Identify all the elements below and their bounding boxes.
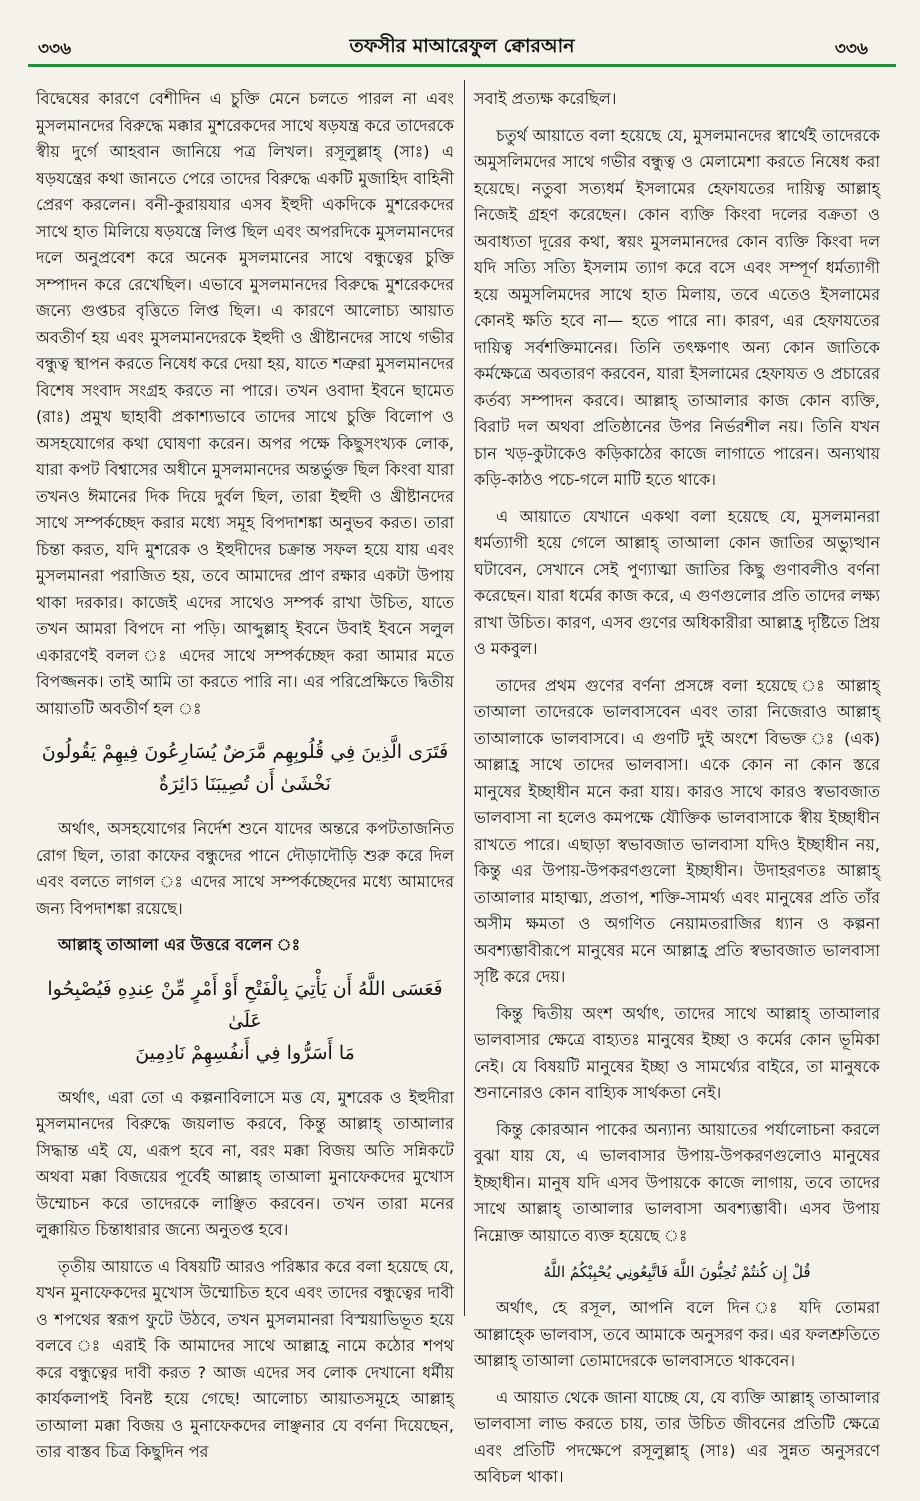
left-paragraph-2: অর্থাৎ, অসহযোগের নির্দেশ শুনে যাদের অন্তরে কপটতাজনিত রোগ ছিল, তারা কাফের বন্ধুদের পানে দৌড়াদৌড়ি শুরু করে দিল এবং বলতে লাগল ঃ এদের সাথে সম্পর্কচ্ছেদের মধ্যে আমাদের জন্য বিপদাশঙ্কা রয়েছে। [36, 819, 454, 918]
right-paragraph-6: কিন্তু কোরআন পাকের অন্যান্য আয়াতের পর্যালোচনা করলে বুঝা যায় যে, এ ভালবাসার উপায়-উপকরণগুলোও মানুষের ইচ্ছাধীন। মানুষ যদি এসব উপায়কে কাজে লাগায়, তবে তাদের সাথে আল্লাহ্ তাআলার ভালবাসা অবশ্যম্ভাবী। এসব উপায় নিম্নোক্ত আয়াতে ব্যক্ত হয়েছে ঃ [474, 1119, 880, 1245]
right-paragraph-2: চতুর্থ আয়াতে বলা হয়েছে যে, মুসলমানদের স্বার্থেই তাদেরকে অমুসলিমদের সাথে গভীর বন্ধুত্ব ও মেলামেশা করতে নিষেধ করা হয়েছে। নতুবা সত্যধর্ম ইসলামের হেফাযতের দায়িত্ব আল্লাহ্ নিজেই গ্রহণ করেছেন। কোন ব্যক্তি কিংবা দলের বক্রতা ও অবাধ্যতা দূরের কথা, স্বয়ং মুসলমানদের কোন ব্যক্তি কিংবা দল যদি সত্যি সত্যি ইসলাম ত্যাগ করে বসে এবং সম্পূর্ণ ধর্মত্যাগী হয়ে অমুসলিমদের সাথে হাত মিলায়, তবে এতেও ইসলামের কোনই ক্ষতি হবে না— হতে পারে না। কারণ, এর হেফাযতের দায়িত্ব সর্বশক্তিমানের। তিনি তৎক্ষণাৎ অন্য কোন জাতিকে কর্মক্ষেত্রে অবতারণ করবেন, যারা ইসলামের হেফাযত ও প্রচারের কর্তব্য সম্পাদন করবে। আল্লাহ্ তাআলার কাজ কোন ব্যক্তি, বিরাট দল অথবা প্রতিষ্ঠানের উপর নির্ভরশীল নয়। তিনি যখন চান খড়-কুটাকেও কড়িকাঠের কাজে লাগাতে পারেন। অন্যথায় কড়ি-কাঠও পচে-গলে মাটি হতে থাকে। [474, 125, 880, 489]
arabic-verse-2-line-2: مَا أَسَرُّوا فِي أَنفُسِهِمْ نَادِمِينَ [135, 1041, 355, 1064]
right-paragraph-4: তাদের প্রথম গুণের বর্ণনা প্রসঙ্গে বলা হয়েছে ঃ আল্লাহ্ তাআলা তাদেরকে ভালবাসবেন এবং তারা নিজেরাও আল্লাহ্ তাআলাকে ভালবাসবে। এ গুণটি দুই অংশে বিভক্ত ঃ (এক) আল্লাহ্র সাথে তাদের ভালবাসা। একে কোন না কোন স্তরে মানুষের ইচ্ছাধীন মনে করা যায়। কারও সাথে কারও স্বভাবজাত ভালবাসা না হলেও কমপক্ষে যৌক্তিক ভালবাসাকে স্বীয় ইচ্ছাধীন রাখতে পারে। এছাড়া স্বভাবজাত ভালবাসা যদিও ইচ্ছাধীন নয়, কিন্তু এর উপায়-উপকরণগুলো ইচ্ছাধীন। উদাহরণতঃ আল্লাহ্ তাআলার মাহাত্ম্য, প্রতাপ, শক্তি-সামর্থ্য এবং মানুষের প্রতি তাঁর অসীম ক্ষমতা ও অগণিত নেয়ামতরাজির ধ্যান ও কল্পনা অবশ্যম্ভাবীরূপে মানুষের মনে আল্লাহ্র প্রতি স্বভাবজাত ভালবাসা সৃষ্টি করে দেয়। [474, 675, 880, 986]
right-paragraph-8: এ আয়াত থেকে জানা যাচ্ছে যে, যে ব্যক্তি আল্লাহ্ তাআলার ভালবাসা লাভ করতে চায়, তার উচিত জীবনের প্রতিটি ক্ষেত্রে এবং প্রতিটি পদক্ষেপে রসূলুল্লাহ্ (সাঃ) এর সুন্নত অনুসরণে অবিচল থাকা। [474, 1387, 880, 1486]
right-column [474, 86, 880, 1501]
arabic-verse-1-line-1: فَتَرَى الَّذِينَ فِي قُلُوبِهِم مَّرَضٌ يُسَارِعُونَ فِيهِمْ يَقُولُونَ [41, 741, 449, 763]
left-paragraph-4: তৃতীয় আয়াতে এ বিষয়টি আরও পরিষ্কার করে বলা হয়েছে যে, যখন মুনাফেকদের মুখোস উম্মোচিত হবে এবং তাদের বন্ধুত্বের দাবী ও শপথের স্বরূপ ফুটে উঠবে, তখন মুসলমানরা বিস্ময়াভিভূত হয়ে বলবে ঃ এরাই কি আমাদের সাথে আল্লাহ্র নামে কঠোর শপথ করে বন্ধুত্বের দাবী করত ? আজ এদের সব লোক দেখানো ধর্মীয় কার্যকলাপই বিনষ্ট হয়ে গেছে! আলোচ্য আয়াতসমূহে আল্লাহ্ তাআলা মক্কা বিজয় ও মুনাফেকদের লাঞ্ছনার যে বর্ণনা দিয়েছেন, তার বাস্তব চিত্র কিছুদিন পর [36, 1256, 454, 1461]
header-rule [28, 64, 896, 67]
section-heading: আল্লাহ্ তাআলা এর উত্তরে বলেন ঃ [58, 935, 301, 954]
arabic-verse-2 [36, 973, 454, 1069]
running-title: তফসীর মাআরেফুল ক্বোরআন [349, 35, 575, 57]
arabic-verse-1-line-2: نَخْشَىٰ أَن تُصِيبَنَا دَائِرَةٌ [159, 773, 331, 795]
right-paragraph-5: কিন্তু দ্বিতীয় অংশ অর্থাৎ, তাদের সাথে আল্লাহ্ তাআলার ভালবাসার ক্ষেত্রে বাহ্যতঃ মানুষের ইচ্ছা ও কর্মের কোন ভূমিকা নেই। যে বিষয়টি মানুষের ইচ্ছা ও সামর্থ্যের বাইরে, তা মানুষকে শুনানোরও কোন বাহ্যিক সার্থকতা নেই। [474, 1003, 880, 1102]
right-paragraph-3: এ আয়াতে যেখানে একথা বলা হয়েছে যে, মুসলমানরা ধর্মত্যাগী হয়ে গেলে আল্লাহ্ তাআলা কোন জাতির অভ্যুত্থান ঘটাবেন, সেখানে সেই পুণ্যাত্মা জাতির কিছু গুণাবলীও বর্ণনা করেছেন। যারা ধর্মের কাজ করে, এ গুণগুলোর প্রতি তাদের লক্ষ্য রাখা উচিত। কারণ, এসব গুণের অধিকারীরা আল্লাহ্র দৃষ্টিতে প্রিয় ও মকবুল। [474, 506, 880, 658]
left-column [36, 86, 454, 1476]
left-paragraph-3: অর্থাৎ, এরা তো এ কল্পনাবিলাসে মত্ত যে, মুশরেক ও ইহুদীরা মুসলমানদের বিরুদ্ধে জয়লাভ করবে, কিন্তু আল্লাহ্ তাআলার সিদ্ধান্ত এই যে, এরূপ হবে না, বরং মক্কা বিজয় অতি সন্নিকটে অথবা মক্কা বিজয়ের পূর্বেই আল্লাহ্ তাআলা মুনাফেকদের মুখোস উম্মোচন করে তাদেরকে লাঞ্ছিত করবেন। তখন তারা মনের লুক্কায়িত চিন্তাধারার জন্যে অনুতপ্ত হবে। [36, 1087, 454, 1239]
arabic-verse-3: قُلْ إِن كُنتُمْ تُحِبُّونَ اللَّهَ فَاتَّبِعُونِي يُحْبِبْكُمُ اللَّهُ [543, 1263, 811, 1281]
page-header [28, 30, 896, 70]
arabic-verse-1 [36, 736, 454, 800]
right-paragraph-7: অর্থাৎ, হে রসূল, আপনি বলে দিন ঃ যদি তোমরা আল্লাহ্কে ভালবাস, তবে আমাকে অনুসরণ কর। এর ফলশ্রুতিতে আল্লাহ্ তাআলা তোমাদেরকে ভালবাসতে থাকবেন। [474, 1298, 880, 1370]
arabic-verse-2-line-1: فَعَسَى اللَّهُ أَن يَأْتِيَ بِالْفَتْحِ أَوْ أَمْرٍ مِّنْ عِندِهِ فَيُصْبِحُوا عَلَىٰ [47, 977, 443, 1032]
right-paragraph-1: সবাই প্রত্যক্ষ করেছিল। [474, 89, 617, 108]
page-number-left: ৩৩৬ [38, 39, 72, 59]
page-number-right: ৩৩৬ [834, 39, 868, 59]
left-paragraph-1: বিদ্বেষের কারণে বেশীদিন এ চুক্তি মেনে চলতে পারল না এবং মুসলমানদের বিরুদ্ধে মক্কার মুশরেকদের সাথে ষড়যন্ত্র করে তাদেরকে স্বীয় দুর্গে আহবান জানিয়ে পত্র লিখল। রসূলুল্লাহ্ (সাঃ) এ ষড়যন্ত্রের কথা জানতে পেরে তাদের বিরুদ্ধে একটি মুজাহিদ বাহিনী প্রেরণ করলেন। বনী-কুরায়যার এসব ইহুদী একদিকে মুশরেকদের সাথে হাত মিলিয়ে ষড়যন্ত্রে লিপ্ত ছিল এবং অপরদিকে মুসলমানদের দলে অনুপ্রবেশ করে অনেক মুসলমানের সাথে বন্ধুত্বের চুক্তি সম্পাদন করে রেখেছিল। এভাবে মুসলমানদের বিরুদ্ধে মুশরেকদের জন্যে গুপ্তচর বৃত্তিতে লিপ্ত ছিল। এ কারণে আলোচ্য আয়াত অবতীর্ণ হয় এবং মুসলমানদেরকে ইহুদী ও খ্রীষ্টানদের সাথে গভীর বন্ধুত্ব স্থাপন করতে নিষেধ করে দেয়া হয়, যাতে শত্রুরা মুসলমানদের বিশেষ সংবাদ সংগ্রহ করতে না পারে। তখন ওবাদা ইবনে ছামেত (রাঃ) প্রমুখ ছাহাবী প্রকাশ্যভাবে তাদের সাথে চুক্তি বিলোপ ও অসহযোগের কথা ঘোষণা করেন। অপর পক্ষে কিছুসংখ্যক লোক, যারা কপট বিশ্বাসের অধীনে মুসলমানদের অন্তর্ভুক্ত ছিল কিংবা যারা তখনও ঈমানের দিক দিয়ে দুর্বল ছিল, তারা ইহুদী ও খ্রীষ্টানদের সাথে সম্পর্কচ্ছেদ করার মধ্যে সমূহ বিপদাশঙ্কা অনুভব করত। তারা চিন্তা করত, যদি মুশরেক ও ইহুদীদের চক্রান্ত সফল হয়ে যায় এবং মুসলমানরা পরাজিত হয়, তবে আমাদের প্রাণ রক্ষার একটা উপায় থাকা দরকার। কাজেই এদের সাথেও সম্পর্ক রাখা উচিত, যাতে তখন আমরা বিপদে না পড়ি। আব্দুল্লাহ্ ইবনে উবাই ইবনে সলুল একারণেই বলল ঃ এদের সাথে সম্পর্কচ্ছেদ করা আমার মতে বিপজ্জনক। তাই আমি তা করতে পারি না। এর পরিপ্রেক্ষিতে দ্বিতীয় আয়াতটি অবতীর্ণ হল ঃ [36, 89, 454, 718]
column-divider [464, 80, 465, 1316]
